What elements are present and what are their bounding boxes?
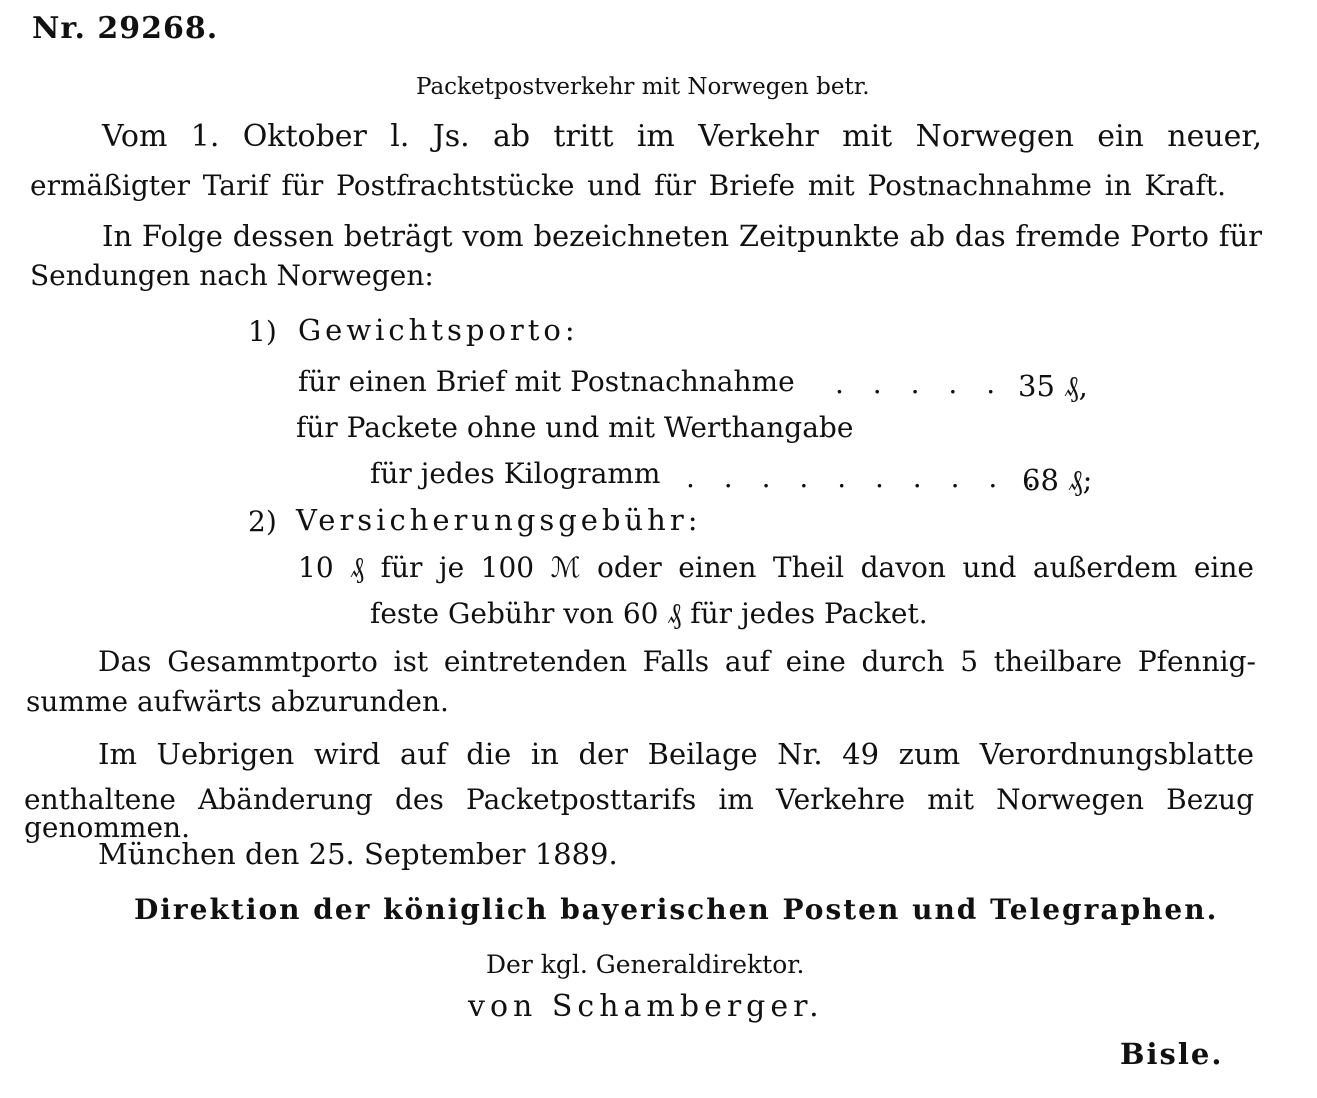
document-subject: Packetpostverkehr mit Norwegen betr. bbox=[416, 74, 870, 100]
row-3-value: 68 ₰; bbox=[1022, 463, 1093, 497]
signatory-title: Der kgl. Generaldirektor. bbox=[486, 950, 805, 979]
intro-line-1: Vom 1. Oktober l. Js. ab tritt im Verkehr mit Norwegen ein neuer, bbox=[102, 119, 1262, 154]
insurance-line-2: feste Gebühr von 60 ₰ für jedes Packet. bbox=[370, 597, 928, 630]
row-3-dots: . . . . . . . . . . bbox=[686, 461, 1046, 494]
row-3-label: für jedes Kilogramm bbox=[370, 457, 661, 490]
section-2-marker: 2) bbox=[248, 505, 277, 538]
row-2-label: für Packete ohne und mit Werthangabe bbox=[296, 411, 854, 444]
signatory-name: von Schamberger. bbox=[468, 989, 824, 1024]
consequence-line-2: Sendungen nach Norwegen: bbox=[30, 259, 434, 292]
section-2-heading: Versicherungsgebühr: bbox=[296, 503, 702, 537]
row-1-value: 35 ₰, bbox=[1018, 369, 1088, 403]
consequence-line-1: In Folge dessen beträgt vom bezeichneten Zeitpunkte ab das fremde Porto für bbox=[102, 219, 1262, 253]
reference-line-2: enthaltene Abänderung des Packetposttarifs im Verkehre mit Norwegen Bezug genommen. bbox=[24, 783, 1254, 844]
intro-line-2: ermäßigter Tarif für Postfrachtstücke und für Briefe mit Postnachnahme in Kraft. bbox=[30, 169, 1226, 202]
row-1-label: für einen Brief mit Postnachnahme bbox=[298, 365, 795, 398]
insurance-line-1: 10 ₰ für je 100 ℳ oder einen Theil davon und außerdem eine bbox=[298, 551, 1254, 584]
rounding-line-1: Das Gesammtporto ist eintretenden Falls auf eine durch 5 theilbare Pfennig- bbox=[98, 645, 1256, 678]
reference-line-1: Im Uebrigen wird auf die in der Beilage Nr. 49 zum Verordnungsblatte bbox=[98, 737, 1254, 771]
document-number: Nr. 29268. bbox=[32, 11, 219, 46]
issuing-authority: Direktion der königlich bayerischen Posten und Telegraphen. bbox=[134, 893, 1219, 926]
row-1-dots: . . . . . bbox=[835, 367, 1006, 400]
clerk-signature: Bisle. bbox=[1120, 1037, 1224, 1071]
date-line: München den 25. September 1889. bbox=[98, 837, 618, 871]
section-1-heading: Gewichtsporto: bbox=[298, 313, 579, 347]
rounding-line-2: summe aufwärts abzurunden. bbox=[26, 685, 449, 718]
section-1-marker: 1) bbox=[248, 315, 277, 348]
